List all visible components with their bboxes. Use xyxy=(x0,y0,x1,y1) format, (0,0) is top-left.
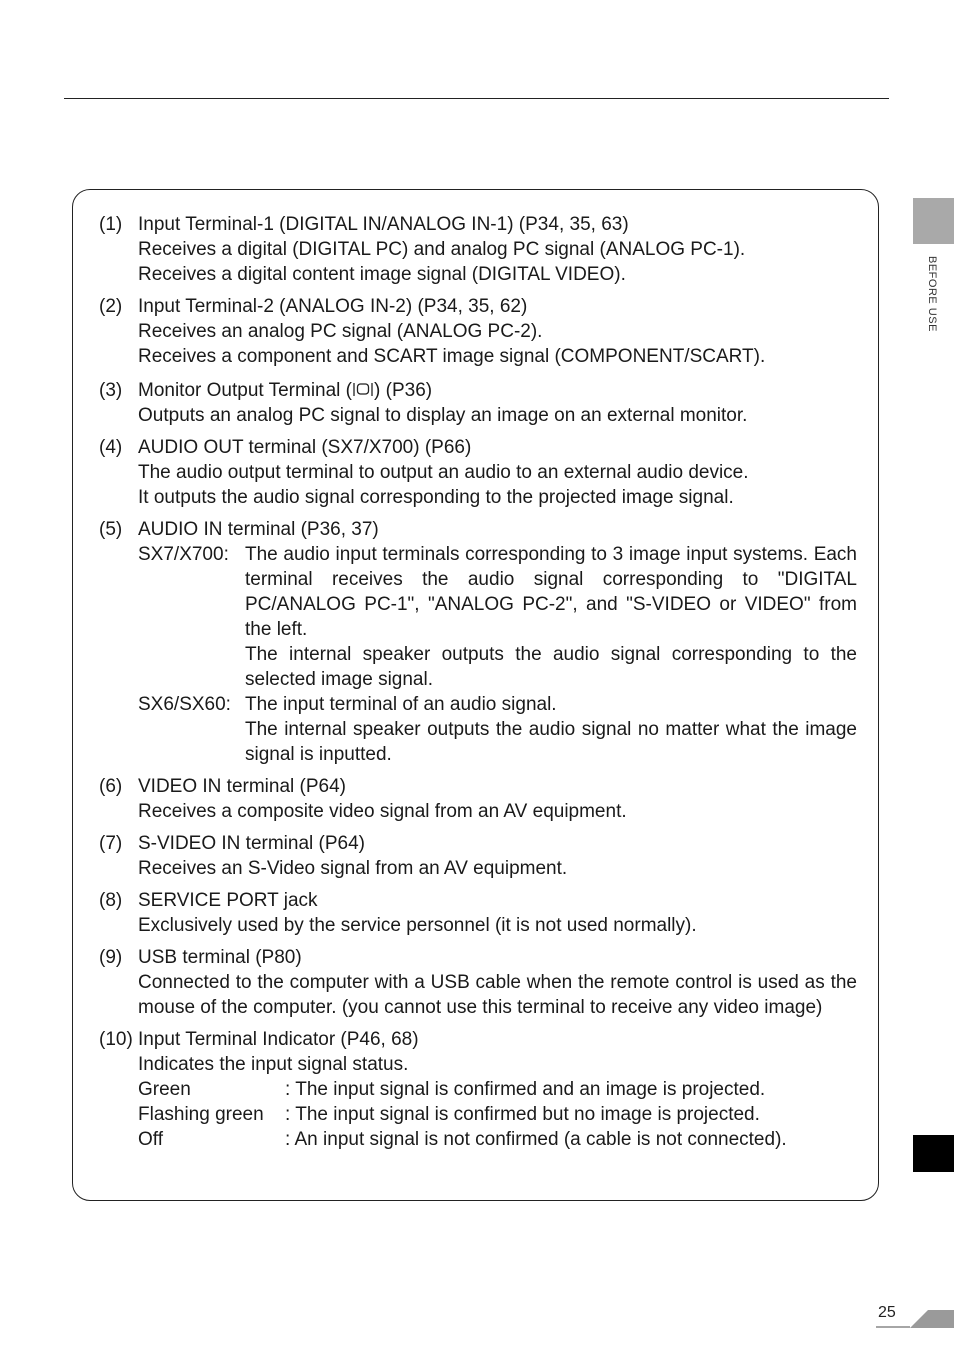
item-title: USB terminal (P80) xyxy=(138,947,302,968)
model-description: The internal speaker outputs the audio signal no matter what the image signal is inputted. xyxy=(245,719,857,765)
list-item xyxy=(99,212,857,287)
item-number: (10) xyxy=(99,1029,133,1050)
item-title: VIDEO IN terminal (P64) xyxy=(138,776,346,797)
item-line: The audio output terminal to output an audio to an external audio device. xyxy=(138,462,749,483)
item-title: AUDIO IN terminal (P36, 37) xyxy=(138,519,379,540)
item-line: Indicates the input signal status. xyxy=(138,1054,409,1075)
item-line: Exclusively used by the service personnel (it is not used normally). xyxy=(138,915,697,936)
list-item xyxy=(99,435,857,510)
header-rule xyxy=(64,98,889,99)
model-description: The internal speaker outputs the audio signal corresponding to the selected image signal. xyxy=(245,644,857,690)
list-item xyxy=(99,831,857,881)
monitor-icon xyxy=(352,381,374,398)
indicator-state: Green xyxy=(138,1079,191,1100)
indicator-meaning: : An input signal is not confirmed (a cable is not connected). xyxy=(285,1129,787,1150)
item-line: Receives an analog PC signal (ANALOG PC-2). xyxy=(138,321,543,342)
item-number: (1) xyxy=(99,214,123,235)
list-item xyxy=(99,888,857,938)
indicator-meaning: : The input signal is confirmed and an image is projected. xyxy=(285,1079,766,1100)
model-row xyxy=(138,692,857,767)
model-name: SX7/X700: xyxy=(138,544,229,565)
item-line: Receives a digital content image signal (DIGITAL VIDEO). xyxy=(138,264,626,285)
indicator-state: Off xyxy=(138,1129,163,1150)
model-row xyxy=(138,542,857,692)
list-item xyxy=(99,774,857,824)
indicator-meaning: : The input signal is confirmed but no image is projected. xyxy=(285,1104,760,1125)
item-number: (3) xyxy=(99,380,123,401)
item-title: Input Terminal-1 (DIGITAL IN/ANALOG IN-1) (P34, 35, 63) xyxy=(138,214,629,235)
item-title: SERVICE PORT jack xyxy=(138,890,318,911)
item-line: It outputs the audio signal corresponding to the projected image signal. xyxy=(138,487,734,508)
item-number: (4) xyxy=(99,437,123,458)
item-title: S-VIDEO IN terminal (P64) xyxy=(138,833,365,854)
model-description: The audio input terminals corresponding to 3 image input systems. Each terminal receives the audio signal corresponding to "DIGITAL PC/ANALOG PC-1", "ANALOG PC-2", and "S-VIDEO or VIDEO" from the left. xyxy=(245,544,857,640)
item-title: Monitor Output Terminal ( ) (P36) xyxy=(138,380,433,401)
item-line: Receives a digital (DIGITAL PC) and analog PC signal (ANALOG PC-1). xyxy=(138,239,746,260)
item-number: (2) xyxy=(99,296,123,317)
list-item xyxy=(99,1027,857,1152)
item-title: Input Terminal Indicator (P46, 68) xyxy=(138,1029,419,1050)
model-name: SX6/SX60: xyxy=(138,694,231,715)
indicator-row xyxy=(138,1127,857,1152)
list-item xyxy=(99,517,857,767)
section-tab-marker xyxy=(913,198,954,244)
item-line: Receives a component and SCART image signal (COMPONENT/SCART). xyxy=(138,346,766,367)
indicator-row xyxy=(138,1102,857,1127)
list-item xyxy=(99,294,857,369)
item-number: (5) xyxy=(99,519,123,540)
item-line: Receives a composite video signal from an AV equipment. xyxy=(138,801,627,822)
item-number: (6) xyxy=(99,776,123,797)
item-number: (7) xyxy=(99,833,123,854)
terminal-list xyxy=(99,212,857,1159)
chapter-tab-marker xyxy=(913,1135,954,1172)
page-number: 25 xyxy=(878,1304,896,1321)
list-item xyxy=(99,945,857,1020)
item-line: Outputs an analog PC signal to display an image on an external monitor. xyxy=(138,405,748,426)
item-line: Receives an S-Video signal from an AV equipment. xyxy=(138,858,568,879)
item-number: (9) xyxy=(99,947,123,968)
item-paragraph: Connected to the computer with a USB cable when the remote control is used as the mouse of the computer. (you cannot use this terminal to receive any video image) xyxy=(138,972,857,1018)
section-tab-label: BEFORE USE xyxy=(926,256,938,332)
indicator-row xyxy=(138,1077,857,1102)
item-title: AUDIO OUT terminal (SX7/X700) (P66) xyxy=(138,437,472,458)
item-number: (8) xyxy=(99,890,123,911)
item-title: Input Terminal-2 (ANALOG IN-2) (P34, 35, 62) xyxy=(138,296,528,317)
model-description: The input terminal of an audio signal. xyxy=(245,694,557,715)
list-item xyxy=(99,378,857,428)
indicator-state: Flashing green xyxy=(138,1104,264,1125)
